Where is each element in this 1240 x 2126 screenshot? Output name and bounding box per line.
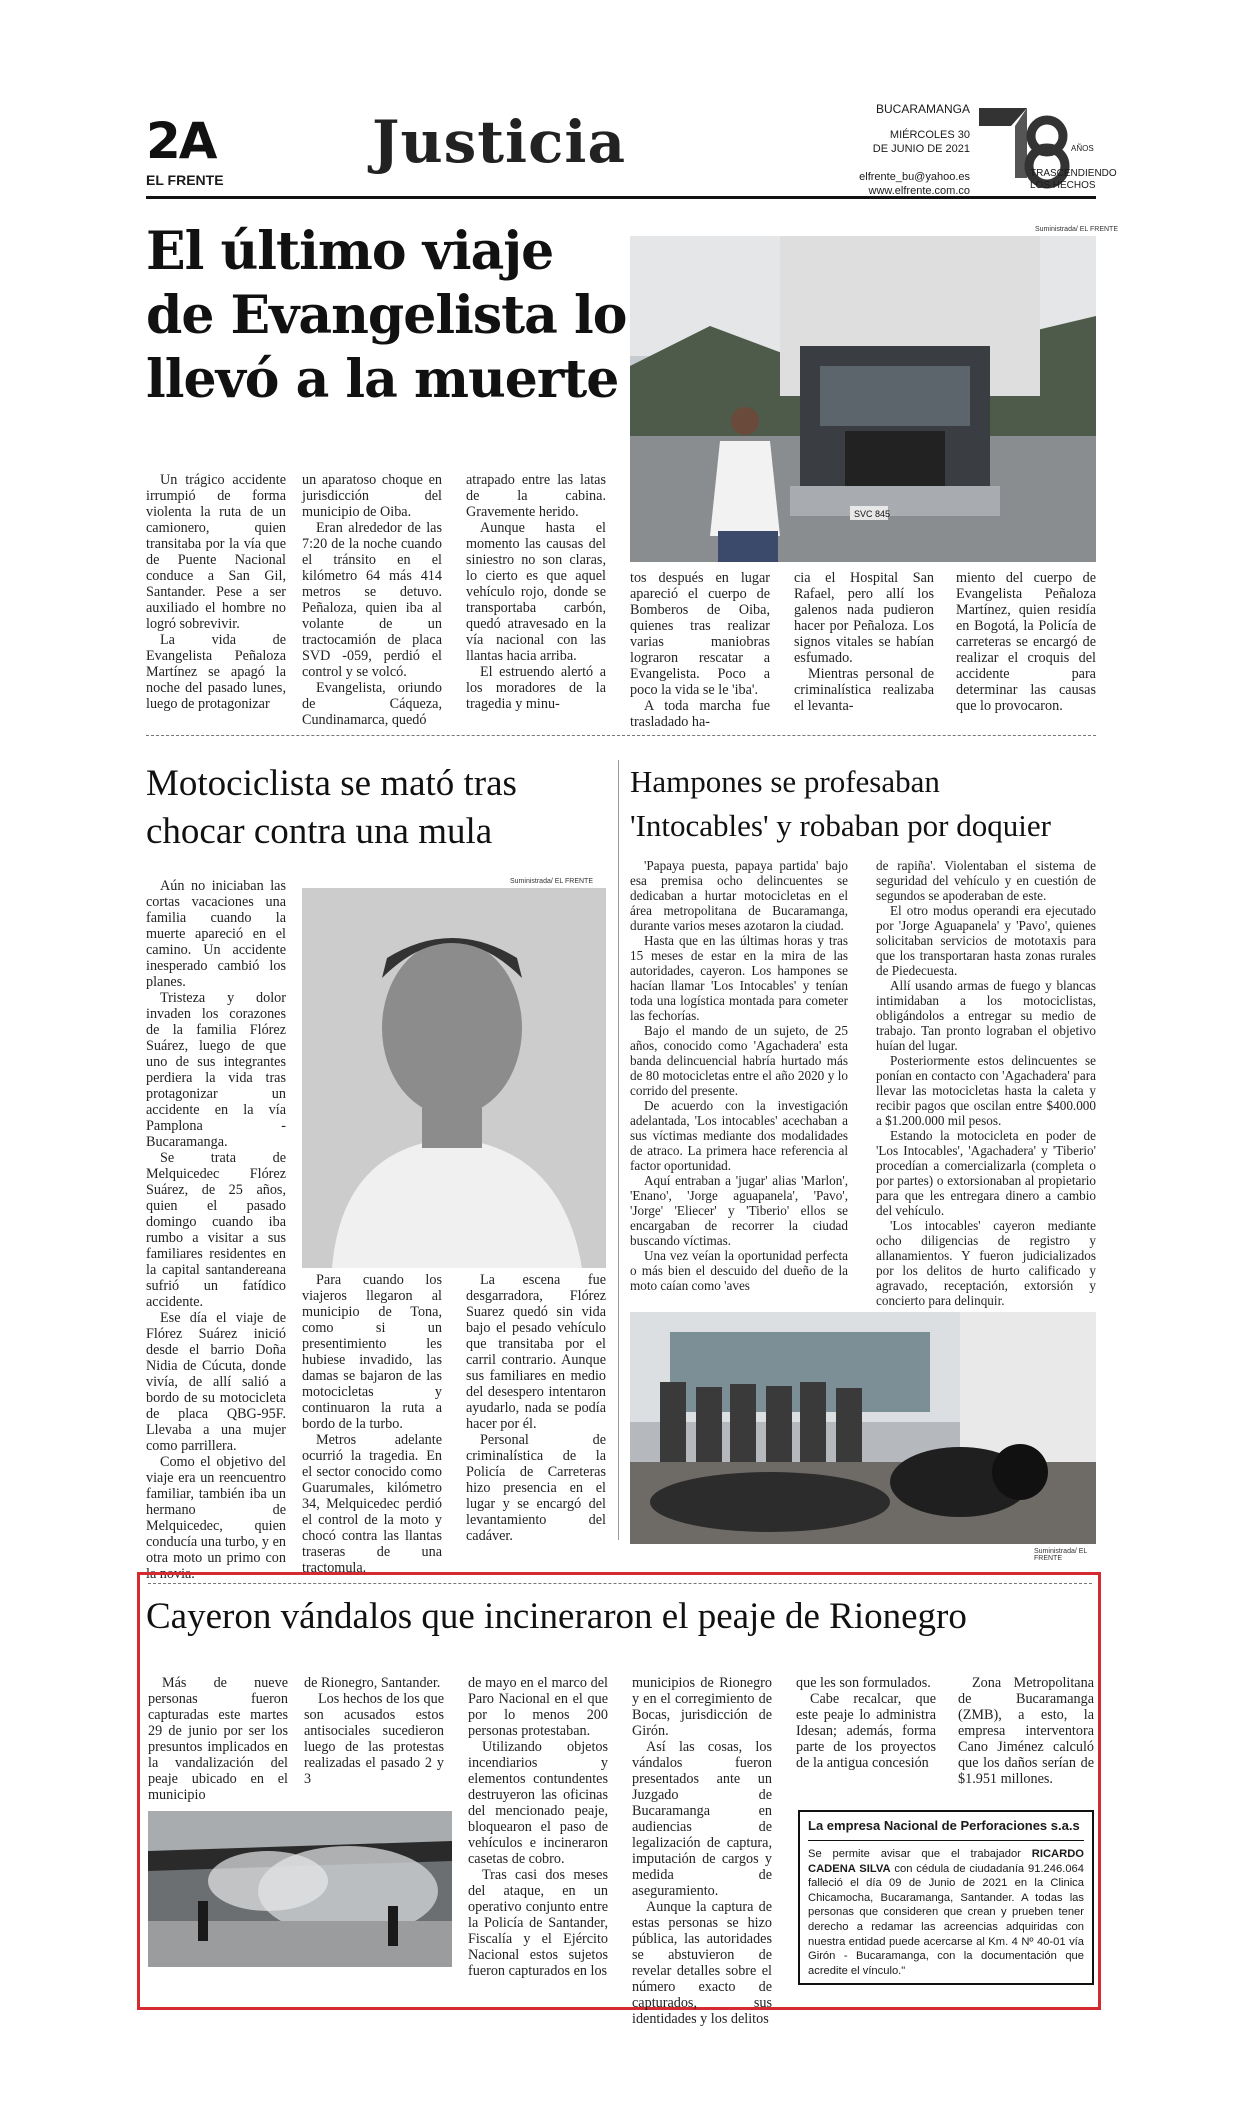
notice-worker-name: RICARDO CADENA SILVA — [808, 1848, 1084, 1875]
victim-photo — [302, 888, 606, 1268]
story-motociclista — [0, 740, 620, 1582]
story-evangelista — [0, 210, 1240, 730]
story-peaje-box — [137, 1572, 1101, 2027]
story3-headline: Hampones se profesaban 'Intocables' y robaban por doquier — [630, 764, 1051, 843]
capture-photo — [630, 1312, 1096, 1544]
story1-photo-credit: Suministrada/ EL FRENTE — [1035, 226, 1118, 233]
weekday: MIÉRCOLES 30 — [889, 129, 970, 141]
story3-photo-credit: Suministrada/ EL FRENTE — [1034, 1548, 1088, 1562]
story4-headline: Cayeron vándalos que incineraron el peaje de Rionegro — [146, 1596, 967, 1637]
story4-col4: municipios de Rionegro y en el corregimiento de Bocas, jurisdicción de Girón. Así las cosas, los vándalos fueron presentados ante un Juzgado de Bucaramanga en audiencias de legalización de captura, imputación de cargos y medida de aseguramiento. Aunque la captura de estas personas se hizo pública, las autoridades se abstuvieron de revelar detalles sobre el número exacto de capturados, sus identidades y los delitos — [632, 1675, 772, 2027]
story4-col1: Más de nueve personas fueron capturadas este martes 29 de junio por ser los presuntos implicados en la vandalización del peaje ubicado en el municipio — [148, 1675, 288, 1803]
story1-headline: El último viaje de Evangelista lo llevó a la muerte — [146, 221, 627, 410]
truck-plate: SVC 845 — [854, 509, 891, 519]
divider-1 — [146, 735, 1096, 736]
notice-box — [798, 1810, 1094, 1985]
story1-col4: tos después en lugar apareció el cuerpo de Bomberos de Oiba, quienes tras realizar varias maniobras lograron rescatar a Evangelista. Poco a poco la vida se le 'iba'. A toda marcha fue trasladado ha- — [630, 570, 770, 730]
notice-rule — [808, 1840, 1084, 1841]
masthead-rule — [146, 196, 1096, 199]
peaje-photo — [148, 1811, 452, 1967]
story1-col3: atrapado entre las latas de la cabina. Gravemente herido. Aunque hasta el momento las causas del siniestro no son claras, lo cierto es que aquel vehículo rojo, donde se transportaba carbón, quedó atravesado en la vía nacional con las llantas hacia arriba. El estruendo alertó a los moradores de la tragedia y minu- — [466, 472, 606, 712]
truck-photo — [630, 236, 1096, 562]
section-title: Justicia — [372, 108, 627, 176]
story2-col1: Aún no iniciaban las cortas vacaciones una familia cuando la muerte apareció en el camino. Un accidente inesperado cambió los planes. Tristeza y dolor invaden los corazones de la familia Flórez Suárez, luego de que uno de sus integrantes perdiera la vida tras protagonizar un accidente en la vía Pamplona - Bucaramanga. Se trata de Melquicedec Flórez Suárez, de 25 años, quien el pasado domingo cuando iba rumbo a visitar a sus familiares residentes en la capital santandereana sufrió un fatídico accidente. Ese día el viaje de Flórez Suárez inició desde el barrio Doña Nidia de Cúcuta, donde vivía, de allí salió a bordo de su motocicleta de placa QBG-95F. Llevaba a una mujer como parrillera. Como el objetivo del viaje era un reencuentro familiar, también iba un hermano de Melquicedec, quien conducía una turbo, y en otra moto un primo con la novia. — [146, 878, 286, 1582]
story4-col2: de Rionegro, Santander. Los hechos de los que son acusados estos antisociales sucedieron luego de las protestas realizadas el pasado 2 y 3 — [304, 1675, 444, 1787]
city: BUCARAMANGA — [875, 102, 970, 116]
story1-col6: miento del cuerpo de Evangelista Peñaloza Martínez, quien residía en Bogotá, la Policía de carreteras se encargó de realizar el croquis del accidente para determinar las causas que lo provocaron. — [956, 570, 1096, 714]
story1-col2: un aparatoso choque en jurisdicción del municipio de Oiba. Eran alrededor de las 7:20 de la noche cuando el tránsito en el kilómetro 64 más 414 metros se detuvo. Peñaloza, quien iba al volante de un tractocamión de placa SVD -059, perdió el control y se volcó. Evangelista, oriundo de Cáqueza, Cundinamarca, quedó — [302, 472, 442, 728]
story2-headline: Motociclista se mató tras chocar contra una mula — [146, 763, 517, 852]
story2-col3: La escena fue desgarradora, Flórez Suarez quedó sin vida bajo el pesado vehículo que transitaba por el carril contrario. Aunque sus familiares en medio del desespero intentaron ayudarlo, nada se podía hacer por él. Personal de criminalística de la Policía de Carreteras hizo presencia en el lugar y se encargó del levantamiento del cadáver. — [466, 1272, 606, 1544]
story4-col5: que les son formulados. Cabe recalcar, que este peaje lo administra Idesan; además, forma parte de los proyectos de la antigua concesión — [796, 1675, 936, 1771]
notice-title: La empresa Nacional de Perforaciones s.a.s — [808, 1818, 1080, 1833]
truck-photo-image — [630, 236, 1096, 562]
slogan: TRASCENDIENDO LOS HECHOS — [1030, 168, 1117, 191]
victim-photo-image — [302, 888, 606, 1268]
date: DE JUNIO DE 2021 — [872, 143, 970, 155]
story2-photo-credit: Suministrada/ EL FRENTE — [510, 878, 593, 885]
page-number: 2A — [146, 112, 216, 170]
peaje-photo-image — [148, 1811, 452, 1967]
story1-col1: Un trágico accidente irrumpió de forma violenta la ruta de un camionero, quien transitaba por la vía que de Puente Nacional conduce a San Gil, Santander. Pese a ser auxiliado el hombre no logró sobrevivir. La vida de Evangelista Peñaloza Martínez se apagó la noche del pasado lunes, luego de protagonizar — [146, 472, 286, 712]
masthead — [0, 0, 1240, 210]
story1-col5: cia el Hospital San Rafael, pero allí los galenos nada pudieron hacer por Peñaloza. Los signos vitales se habían esfumado. Mientras personal de criminalística realizaba el levanta- — [794, 570, 934, 714]
story3-col1: 'Papaya puesta, papaya partida' bajo esa premisa ocho delincuentes se dedicaban a hurtar motocicletas en el área metropolitana de Bucaramanga, durante varios meses azotaron la ciudad. Hasta que en las últimas horas y tras 15 meses de estar en la mira de las autoridades, cayeron. Los hampones se hacían llamar 'Los Intocables' y tenían toda una logística montada para cometer las fechorías. Bajo el mando de un sujeto, de 25 años, conocido como 'Agachadera' esta banda delincuencial habría hurtado más de 80 motocicletas entre el año 2020 y lo corrido del presente. De acuerdo con la investigación adelantada, 'Los intocables' acechaban a sus víctimas mediante dos modalidades de atraco. La primera hace referencia al factor oportunidad. Aquí entraban a 'jugar' alias 'Marlon', 'Enano', 'Jorge aguapanela', 'Pavo', 'Jorge' 'Eliecer' y 'Tiberio' ellos se encargaban de recorrer la ciudad buscando víctimas. Una vez veían la oportunidad perfecta o más bien el descuido del dueño de la moto caían como 'aves — [630, 858, 848, 1293]
story-intocables — [620, 740, 1100, 1570]
notice-body: Se permite avisar que el trabajador RICARDO CADENA SILVA con cédula de ciudadanía 91.246.064 falleció el día 09 de Junio de 2021 en la Clinica Chicamocha, Bucaramanga, Santander. A todas las personas que consideren que crean y prueben tener derecho a redamar las acreencias adquiridas con nuestra entidad puede acercarse al Km. 4 Nº 40-01 vía Girón - Bucaramanga, con la documentación que acredite el vínculo." — [808, 1848, 1084, 1977]
email: elfrente_bu@yahoo.es — [859, 171, 970, 183]
story4-col3: de mayo en el marco del Paro Nacional en el que por lo menos 200 personas protestaban. Utilizando objetos incendiarios y elementos contundentes destruyeron las oficinas del mencionado peaje, bloquearon el paso de vehículos e incineraron casetas de cobro. Tras casi dos meses del ataque, en un operativo conjunto entre la Policía de Santander, Fiscalía y el Ejército Nacional estos sujetos fueron capturados en los — [468, 1675, 608, 1979]
divider-2 — [148, 1583, 1092, 1584]
paper-name: EL FRENTE — [146, 172, 224, 188]
story3-col2: de rapiña'. Violentaban el sistema de seguridad del vehículo y en cuestión de segundos se apoderaban de este. El otro modus operandi era ejecutado por 'Jorge Aguapanela' y 'Pavo', quienes solicitaban servicios de mototaxis para que los transportaran hasta zonas rurales de Piedecuesta. Allí usando armas de fuego y blancas intimidaban a los motociclistas, obligándolos a entregar su medio de trabajo. Tan pronto lograban el objetivo huían del lugar. Posteriormente estos delincuentes se ponían en contacto con 'Agachadera' para llevar las motocicletas hasta la caleta y recibir pagos que oscilan entre $400.000 a $1.200.000 mil pesos. Estando la motocicleta en poder de 'Los Intocables', 'Agachadera' y 'Tiberio' procedían a comercializarla (completa o por partes) o extorsionaban al propietario para que les entregara dinero a cambio del vehículo. 'Los intocables' cayeron mediante ocho diligencias de registro y allanamientos. Y fueron judicializados por los delitos de hurto calificado y agravado, receptación, extorsión y concierto para delinquir. — [876, 858, 1096, 1308]
column-divider — [618, 760, 619, 1540]
capture-photo-image — [630, 1312, 1096, 1544]
anniv-word: AÑOS — [1071, 144, 1094, 153]
website: www.elfrente.com.co — [868, 185, 970, 197]
story4-col6: Zona Metropolitana de Bucaramanga (ZMB), a esto, la empresa interventora Cano Jiménez calculó que los daños serían de $1.951 millones. — [958, 1675, 1094, 1787]
story2-col2: Para cuando los viajeros llegaron al municipio de Tona, como si un presentimiento les hubiese invadido, las damas se bajaron de las motocicletas y continuaron la ruta a bordo de la turbo. Metros adelante ocurrió la tragedia. En el sector conocido como Guarumales, kilómetro 34, Melquicedec perdió el control de la moto y chocó contra las llantas traseras de una tractomula. — [302, 1272, 442, 1576]
dateline — [820, 102, 970, 198]
